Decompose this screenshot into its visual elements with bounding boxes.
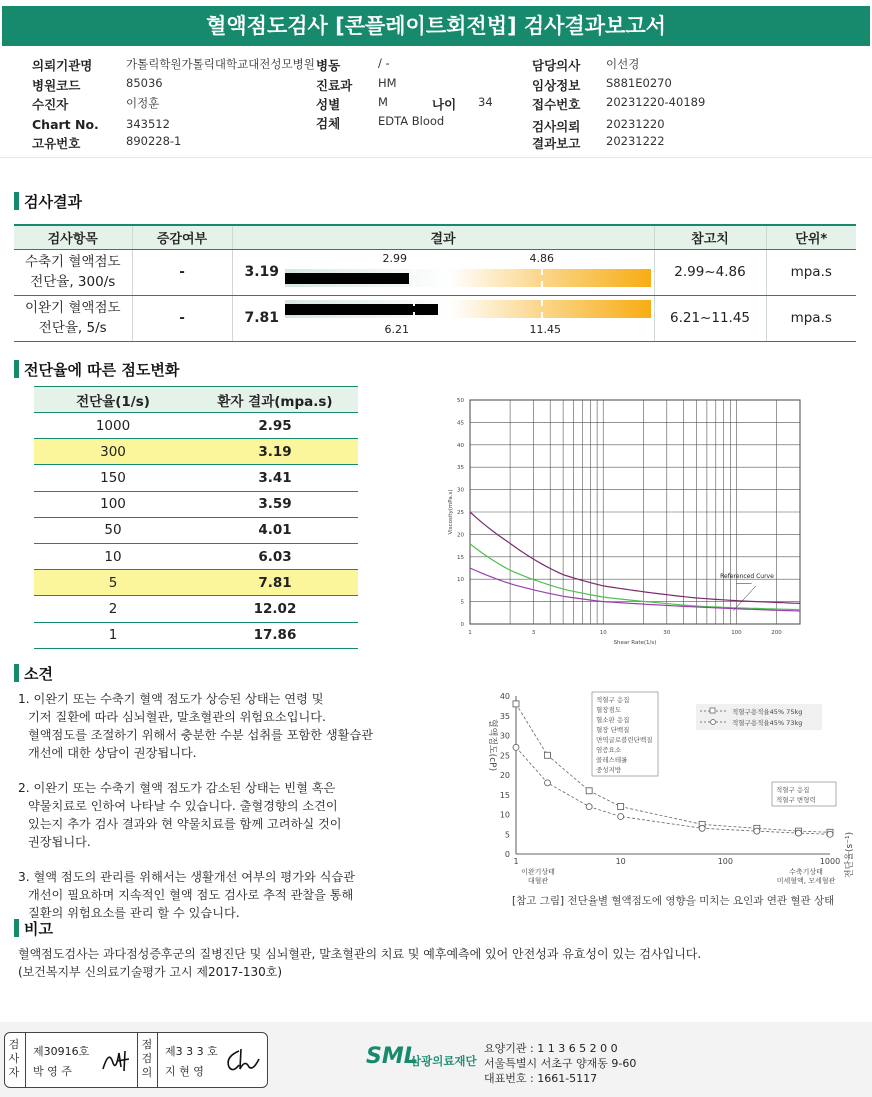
y-axis-label-right: 전단율(s⁻¹) <box>845 831 855 879</box>
change-flag: - <box>132 295 232 341</box>
opinion-paragraph <box>18 868 458 922</box>
note-line-2: (보건복지부 신의료기술평가 고시 제2017-130호) <box>18 965 283 979</box>
y-tick-label: 0 <box>504 850 510 859</box>
factor-item: 혈장 단백질 <box>596 726 630 734</box>
result-bar-fill <box>285 273 409 284</box>
data-point <box>618 804 624 810</box>
y-tick-label: 30 <box>457 487 464 494</box>
y-tick-label: 45 <box>457 420 464 427</box>
x-tick-label: 1 <box>513 857 519 866</box>
sex-value: M <box>378 95 388 109</box>
col-header-change: 증감여부 <box>132 225 232 249</box>
dept-label: 진료과 <box>316 78 353 93</box>
y-tick-label: 40 <box>457 442 464 449</box>
factors-right-box <box>772 782 836 806</box>
dept-value: HM <box>378 76 397 90</box>
col-header-patient-result: 환자 결과(mpa.s) <box>192 387 358 413</box>
legend-marker <box>711 720 716 725</box>
org-name: 삼광의료재단 <box>410 1054 477 1068</box>
y-tick-label: 10 <box>499 810 510 820</box>
tester-license: 제30916호 <box>33 1045 90 1058</box>
opinion-line: 기저 질환에 따라 심뇌혈관, 말초혈관의 위험요소입니다. <box>28 710 326 724</box>
left-value: 가톨릭학원가톨릭대학교대전성모병원 <box>126 57 315 71</box>
results-table <box>14 224 856 342</box>
factor-item: 염증요소 <box>596 746 622 754</box>
factor-right-item: 적혈구 변형력 <box>776 796 816 804</box>
data-point <box>586 788 592 794</box>
x-tick-label: 10 <box>615 857 626 866</box>
table-row <box>34 413 358 439</box>
item-name: 수축기 혈액점도 <box>24 254 121 270</box>
data-point <box>754 828 760 834</box>
left-label: 수진자 <box>32 97 69 112</box>
inspector-license: 제3 3 3 호 <box>165 1045 218 1058</box>
shear-rate-cell: 150 <box>34 465 192 491</box>
y-tick-label: 25 <box>457 510 464 516</box>
table-row <box>34 596 358 622</box>
right-label: 검사의뢰 <box>532 119 581 134</box>
data-point <box>699 825 705 831</box>
opinion-text <box>18 690 458 939</box>
patient-result-cell: 3.59 <box>192 491 358 517</box>
ref-high-label: 11.45 <box>529 322 561 336</box>
x-tick-label: 3 <box>531 630 536 636</box>
right-value: S881E0270 <box>606 76 672 90</box>
signature-box <box>4 1032 268 1088</box>
patient-result-cell: 6.03 <box>192 543 358 569</box>
opinion-line: 질환의 위험요소를 관리 할 수 있습니다. <box>28 906 240 920</box>
ward-label: 병동 <box>316 58 341 73</box>
x-axis-note-left: 이완기상태 <box>521 868 555 876</box>
age-label: 나이 <box>432 97 457 112</box>
result-gradient-bar <box>285 300 651 318</box>
chart-annotation: Referenced Curve <box>720 572 774 580</box>
patient-result-cell: 12.02 <box>192 596 358 622</box>
patient-result-cell: 2.95 <box>192 413 358 439</box>
org-code: 요양기관 : 1 1 3 6 5 2 0 0 <box>484 1042 618 1055</box>
age-value: 34 <box>478 95 493 109</box>
tester-label: 검사자 <box>8 1038 20 1079</box>
opinion-line: 2. 이완기 또는 수축기 혈액 점도가 감소된 상태는 빈혈 혹은 <box>18 781 336 795</box>
y-tick-label: 50 <box>457 398 464 404</box>
shear-rate-cell: 300 <box>34 439 192 465</box>
left-value: 343512 <box>126 117 170 131</box>
table-row <box>34 622 358 648</box>
y-axis-label: 혈액점도(cP) <box>487 718 497 772</box>
left-label: Chart No. <box>32 117 99 132</box>
section-note-title: 비고 <box>24 920 53 938</box>
x-axis-note-right: 수축기상태 <box>789 868 823 876</box>
opinion-line: 개선이 필요하며 지속적인 혈액 점도 검사로 추적 관찰을 통해 <box>28 888 354 902</box>
left-label: 의뢰기관명 <box>32 58 93 73</box>
patient-result-cell: 7.81 <box>192 570 358 596</box>
col-header-unit: 단위* <box>766 225 856 249</box>
shear-rate-cell: 100 <box>34 491 192 517</box>
left-value: 890228-1 <box>126 134 182 148</box>
table-row <box>34 439 358 465</box>
x-axis-note-right: 미세혈액, 모세혈관 <box>776 877 836 885</box>
col-header-reference: 참고치 <box>654 225 766 249</box>
opinion-line: 있는지 추가 검사 결과와 현 약물치료를 함께 고려하실 것이 <box>28 817 342 831</box>
y-tick-label: 5 <box>504 830 510 840</box>
shear-rate-cell: 1000 <box>34 413 192 439</box>
specimen-value: EDTA Blood <box>378 114 445 128</box>
y-tick-label: 15 <box>457 554 464 561</box>
patient-result-cell: 3.41 <box>192 465 358 491</box>
patient-result-cell: 17.86 <box>192 622 358 648</box>
specimen-label: 검체 <box>316 116 341 131</box>
factors-box <box>592 692 658 776</box>
result-value: 7.81 <box>244 309 280 326</box>
data-point <box>618 813 624 819</box>
col-header-result: 결과 <box>232 225 654 249</box>
col-header-item: 검사항목 <box>14 225 132 249</box>
patient-result-cell: 4.01 <box>192 517 358 543</box>
y-tick-label: 20 <box>457 532 464 539</box>
factor-item: 혈장점도 <box>596 706 622 714</box>
ward-value: / - <box>378 56 390 70</box>
patient-result-cell: 3.19 <box>192 439 358 465</box>
data-point <box>513 744 519 750</box>
shear-table <box>34 386 358 649</box>
ref-high-label: 4.86 <box>529 251 554 265</box>
y-tick-label: 20 <box>499 771 510 780</box>
data-point <box>513 701 519 707</box>
reference-figure-chart <box>476 686 866 894</box>
x-tick-label: 30 <box>663 630 671 636</box>
right-label: 접수번호 <box>532 97 581 112</box>
data-point <box>545 780 551 786</box>
factor-item: 혈소판 응집 <box>596 716 630 724</box>
table-row <box>34 465 358 491</box>
table-row <box>14 295 856 341</box>
legend-marker <box>710 708 715 713</box>
data-point <box>795 830 801 836</box>
tester-name: 박 영 주 <box>33 1065 72 1078</box>
opinion-line: 3. 혈액 점도의 관리를 위해서는 생활개선 여부의 평가와 식습관 <box>18 870 355 884</box>
factor-right-item: 적혈구 응집 <box>776 786 810 794</box>
shear-rate-cell: 1 <box>34 622 192 648</box>
right-value: 20231220 <box>606 117 665 131</box>
y-axis-label: Viscosity(mPa.s) <box>448 489 454 535</box>
table-row <box>14 249 856 295</box>
tester-signature <box>99 1045 133 1075</box>
x-tick-label: 200 <box>771 630 782 636</box>
factor-item: 콜레스테롤 <box>596 756 628 764</box>
legend <box>696 704 822 730</box>
factor-item: 적혈구 응집 <box>596 696 630 704</box>
item-name: 이완기 혈액점도 <box>24 300 121 316</box>
header-info <box>0 52 872 152</box>
x-axis-note-left: 대혈관 <box>527 877 549 885</box>
shear-rate-cell: 2 <box>34 596 192 622</box>
section-shear-title: 전단율에 따른 점도변화 <box>24 361 180 379</box>
table-row <box>34 543 358 569</box>
reference-range: 2.99~4.86 <box>654 249 766 295</box>
unit: mpa.s <box>766 295 856 341</box>
y-tick-label: 35 <box>457 465 464 472</box>
data-point <box>586 804 592 810</box>
inspector-name: 지 현 영 <box>165 1065 204 1078</box>
col-header-shear-rate: 전단율(1/s) <box>34 387 192 413</box>
result-gradient-bar <box>285 269 651 287</box>
ref-low-marker <box>413 300 415 318</box>
ref-low-label: 6.21 <box>384 322 409 336</box>
table-row <box>34 517 358 543</box>
result-value: 3.19 <box>244 263 280 280</box>
org-phone: 대표번호 : 1661-5117 <box>484 1072 598 1085</box>
factor-item: 면역글로블린단백질 <box>596 736 653 744</box>
section-results-title: 검사결과 <box>24 193 82 211</box>
y-tick-label: 30 <box>499 731 510 741</box>
left-label: 고유번호 <box>32 136 81 151</box>
viscosity-chart <box>440 392 812 648</box>
left-value: 85036 <box>126 76 163 90</box>
ref-high-marker <box>541 269 543 287</box>
ref-high-marker <box>541 300 543 318</box>
item-shear: 전단율, 300/s <box>30 274 116 290</box>
legend-entry: 적혈구용적율45% 73kg <box>732 719 803 727</box>
y-tick-label: 40 <box>499 692 510 701</box>
legend-entry: 적혈구용적율45% 75kg <box>732 708 803 716</box>
y-tick-label: 0 <box>460 622 464 628</box>
right-value: 이선경 <box>606 57 640 71</box>
shear-rate-cell: 50 <box>34 517 192 543</box>
sex-label: 성별 <box>316 97 341 112</box>
change-flag: - <box>132 249 232 295</box>
y-tick-label: 10 <box>457 577 464 584</box>
figure-caption: [참고 그림] 전단율별 혈액점도에 영향을 미치는 요인과 연관 혈관 상태 <box>512 895 835 907</box>
note-line-1: 혈액점도검사는 과다점성증후군의 질병진단 및 심뇌혈관, 말초혈관의 치료 및 예후예측에 있어 안전성과 유효성이 있는 검사입니다. <box>18 947 702 961</box>
org-address: 서울특별시 서초구 양재동 9-60 <box>484 1057 637 1070</box>
table-row <box>34 491 358 517</box>
left-value: 이정훈 <box>126 96 160 110</box>
right-value: 20231222 <box>606 134 665 148</box>
table-row <box>34 570 358 596</box>
right-label: 담당의사 <box>532 58 581 73</box>
right-label: 결과보고 <box>532 136 581 151</box>
x-axis-label: Shear Rate(1/s) <box>613 640 657 646</box>
result-bar-fill <box>285 304 439 315</box>
inspector-label: 점검의 <box>141 1038 153 1079</box>
x-tick-label: 1 <box>468 630 472 636</box>
factor-item: 중성지방 <box>596 766 622 774</box>
opinion-line: 1. 이완기 또는 수축기 혈액 점도가 상승된 상태는 연령 및 <box>18 692 324 706</box>
x-tick-label: 10 <box>599 630 607 636</box>
ref-low-marker <box>413 269 415 287</box>
report-title: 혈액점도검사 [콘플레이트회전법] 검사결과보고서 <box>2 6 870 46</box>
left-label: 병원코드 <box>32 78 81 93</box>
ref-low-label: 2.99 <box>382 251 407 265</box>
data-point <box>545 752 551 758</box>
opinion-paragraph <box>18 690 458 762</box>
opinion-line: 약물치료로 인하여 나타날 수 있습니다. 출혈경향의 소견이 <box>28 799 338 813</box>
x-tick-label: 100 <box>731 630 742 636</box>
shear-rate-cell: 5 <box>34 570 192 596</box>
x-tick-label: 1000 <box>819 857 841 866</box>
y-tick-label: 5 <box>460 599 464 606</box>
unit: mpa.s <box>766 249 856 295</box>
opinion-line: 혈액점도를 조절하기 위해서 충분한 수분 섭취를 포함한 생활습관 <box>28 728 373 742</box>
y-tick-label: 35 <box>499 711 510 721</box>
shear-rate-cell: 10 <box>34 543 192 569</box>
opinion-line: 권장됩니다. <box>28 835 91 849</box>
opinion-line: 개선에 대한 상담이 권장됩니다. <box>28 746 197 760</box>
y-tick-label: 15 <box>499 790 510 800</box>
x-tick-label: 100 <box>717 857 733 866</box>
reference-range: 6.21~11.45 <box>654 295 766 341</box>
right-label: 임상정보 <box>532 78 581 93</box>
data-point <box>827 831 833 837</box>
right-value: 20231220-40189 <box>606 95 706 109</box>
opinion-paragraph <box>18 779 458 851</box>
inspector-signature <box>223 1045 263 1075</box>
section-opinion-title: 소견 <box>24 665 53 683</box>
sml-logo: SML <box>366 1044 418 1069</box>
y-tick-label: 25 <box>499 751 510 761</box>
item-shear: 전단율, 5/s <box>38 320 107 336</box>
